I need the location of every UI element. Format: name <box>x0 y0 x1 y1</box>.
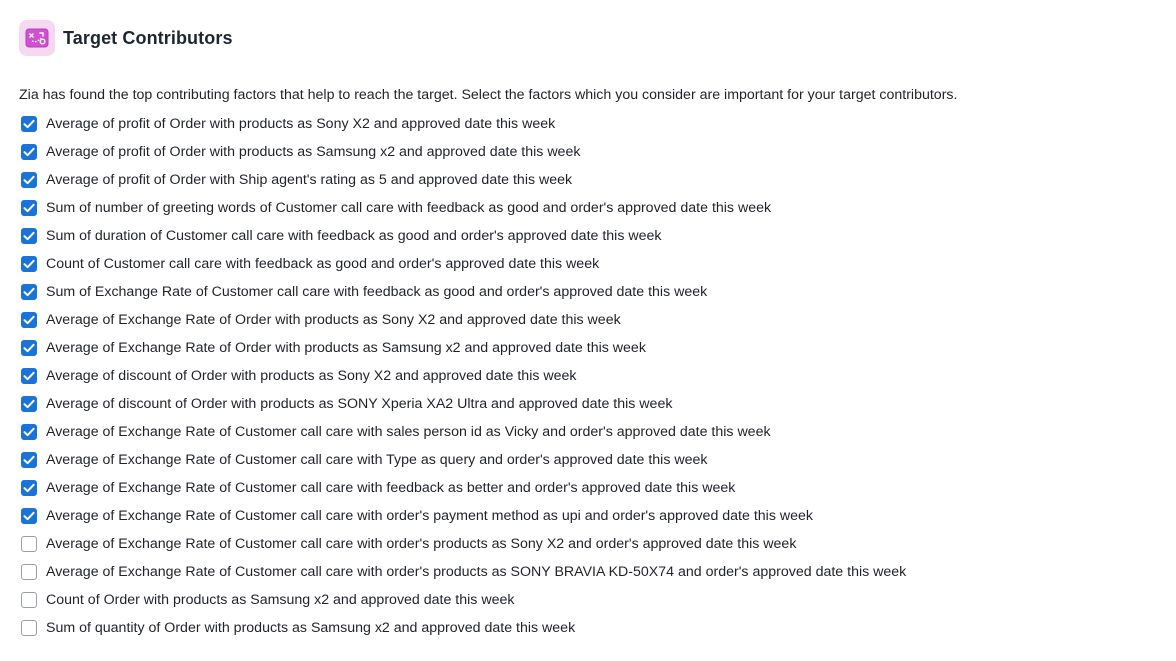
checkmark-icon <box>23 483 35 493</box>
factor-label[interactable]: Average of Exchange Rate of Order with products as Samsung x2 and approved date this week <box>46 340 646 356</box>
factor-item[interactable] <box>21 306 906 334</box>
checkbox-checked[interactable] <box>21 396 37 412</box>
checkmark-icon <box>23 147 35 157</box>
description-text: Zia has found the top contributing factors that help to reach the target. Select the factors which you consider are important for your target contributors. <box>19 87 958 103</box>
factor-label[interactable]: Count of Order with products as Samsung x2 and approved date this week <box>46 592 515 608</box>
checkbox-unchecked[interactable] <box>21 592 37 608</box>
factor-label[interactable]: Sum of number of greeting words of Customer call care with feedback as good and order's approved date this week <box>46 200 772 216</box>
factor-item[interactable] <box>21 502 906 530</box>
checkmark-icon <box>23 175 35 185</box>
factor-label[interactable]: Count of Customer call care with feedback as good and order's approved date this week <box>46 256 600 272</box>
checkmark-icon <box>23 119 35 129</box>
checkmark-icon <box>23 399 35 409</box>
checkmark-icon <box>23 287 35 297</box>
checkmark-icon <box>23 371 35 381</box>
factor-label[interactable]: Average of Exchange Rate of Customer call care with order's payment method as upi and order's approved date this week <box>46 508 813 524</box>
factor-label[interactable]: Average of Exchange Rate of Customer call care with feedback as better and order's approved date this week <box>46 480 736 496</box>
checkbox-checked[interactable] <box>21 340 37 356</box>
checkmark-icon <box>23 427 35 437</box>
factor-item[interactable] <box>21 334 906 362</box>
factor-label[interactable]: Sum of quantity of Order with products as Samsung x2 and approved date this week <box>46 620 576 636</box>
factor-item[interactable] <box>21 446 906 474</box>
factor-item[interactable] <box>21 110 906 138</box>
checkmark-icon <box>23 511 35 521</box>
checkmark-icon <box>23 315 35 325</box>
factor-label[interactable]: Sum of Exchange Rate of Customer call care with feedback as good and order's approved date this week <box>46 284 708 300</box>
factor-item[interactable] <box>21 474 906 502</box>
factor-label[interactable]: Average of discount of Order with products as SONY Xperia XA2 Ultra and approved date this week <box>46 396 673 412</box>
checkbox-checked[interactable] <box>21 284 37 300</box>
factor-item[interactable] <box>21 530 906 558</box>
checkmark-icon <box>23 343 35 353</box>
factor-label[interactable]: Average of Exchange Rate of Customer call care with order's products as SONY BRAVIA KD-50X74 and order's approved date this week <box>46 564 907 580</box>
checkbox-checked[interactable] <box>21 172 37 188</box>
factor-item[interactable] <box>21 166 906 194</box>
page-header <box>19 20 233 56</box>
checkbox-checked[interactable] <box>21 424 37 440</box>
factor-item[interactable] <box>21 558 906 586</box>
checkbox-checked[interactable] <box>21 452 37 468</box>
factor-item[interactable] <box>21 390 906 418</box>
checkbox-unchecked[interactable] <box>21 564 37 580</box>
checkmark-icon <box>23 259 35 269</box>
page-title: Target Contributors <box>63 27 233 48</box>
factor-label[interactable]: Average of profit of Order with products as Samsung x2 and approved date this week <box>46 144 581 160</box>
checkbox-checked[interactable] <box>21 200 37 216</box>
factor-label[interactable]: Average of Exchange Rate of Customer call care with sales person id as Vicky and order's approved date this week <box>46 424 771 440</box>
factor-item[interactable] <box>21 222 906 250</box>
factor-label[interactable]: Average of Exchange Rate of Customer call care with order's products as Sony X2 and order's approved date this week <box>46 536 797 552</box>
factor-label[interactable]: Average of Exchange Rate of Customer call care with Type as query and order's approved date this week <box>46 452 708 468</box>
factor-label[interactable]: Average of profit of Order with Ship agent's rating as 5 and approved date this week <box>46 172 573 188</box>
checkbox-checked[interactable] <box>21 256 37 272</box>
factor-item[interactable] <box>21 614 906 642</box>
factor-item[interactable] <box>21 278 906 306</box>
checkbox-checked[interactable] <box>21 116 37 132</box>
checkmark-icon <box>23 455 35 465</box>
checkmark-icon <box>23 203 35 213</box>
factor-item[interactable] <box>21 138 906 166</box>
factor-item[interactable] <box>21 362 906 390</box>
factor-item[interactable] <box>21 586 906 614</box>
checkbox-checked[interactable] <box>21 480 37 496</box>
checkbox-checked[interactable] <box>21 368 37 384</box>
factor-label[interactable]: Average of profit of Order with products as Sony X2 and approved date this week <box>46 116 556 132</box>
factor-label[interactable]: Average of discount of Order with products as Sony X2 and approved date this week <box>46 368 577 384</box>
factor-list <box>21 110 906 642</box>
factor-label[interactable]: Average of Exchange Rate of Order with products as Sony X2 and approved date this week <box>46 312 621 328</box>
factor-label[interactable]: Sum of duration of Customer call care with feedback as good and order's approved date this week <box>46 228 662 244</box>
factor-item[interactable] <box>21 194 906 222</box>
target-contributors-icon <box>19 20 55 56</box>
factor-item[interactable] <box>21 418 906 446</box>
checkbox-checked[interactable] <box>21 228 37 244</box>
checkbox-unchecked[interactable] <box>21 620 37 636</box>
checkbox-checked[interactable] <box>21 312 37 328</box>
checkbox-unchecked[interactable] <box>21 536 37 552</box>
checkbox-checked[interactable] <box>21 144 37 160</box>
factor-item[interactable] <box>21 250 906 278</box>
checkbox-checked[interactable] <box>21 508 37 524</box>
checkmark-icon <box>23 231 35 241</box>
